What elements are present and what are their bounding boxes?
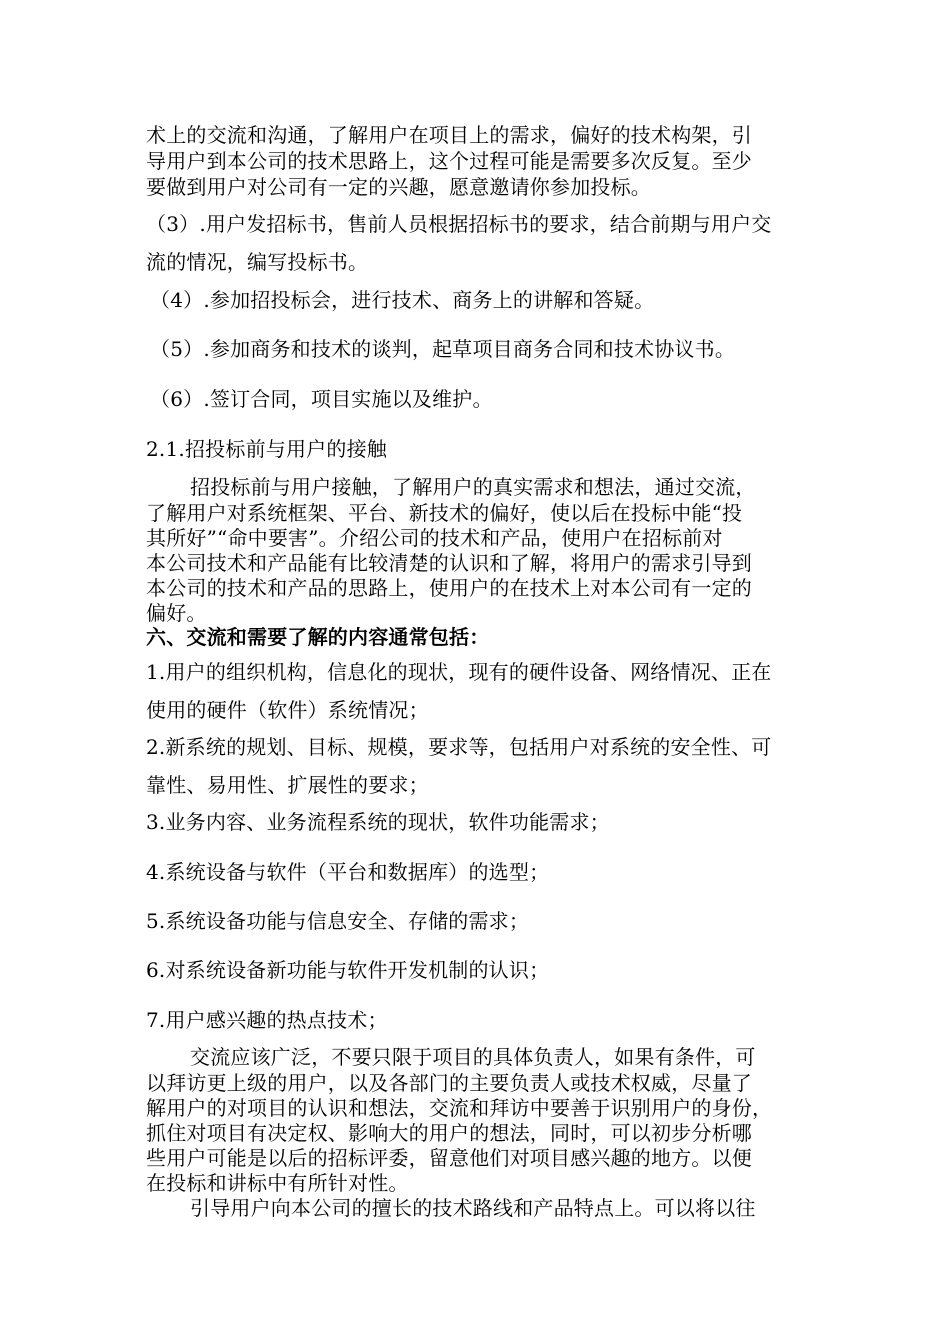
text-line: （5）.参加商务和技术的谈判，起草项目商务合同和技术协议书。 (150, 337, 736, 361)
section-heading: 六、交流和需要了解的内容通常包括： (146, 625, 490, 649)
text-line: 在投标和讲标中有所针对性。 (146, 1171, 409, 1195)
text-line: 其所好”“命中要害”。介绍公司的技术和产品，使用户在招标前对 (146, 526, 723, 550)
text-line: （3）.用户发招标书，售前人员根据招标书的要求，结合前期与用户交 (146, 212, 772, 236)
text-line: 导用户到本公司的技术思路上，这个过程可能是需要多次反复。至少 (146, 149, 752, 173)
text-line: 交流应该广泛，不要只限于项目的具体负责人，如果有条件，可 (190, 1045, 756, 1069)
text-line: 流的情况，编写投标书。 (146, 250, 369, 274)
text-line: 引导用户向本公司的擅长的技术路线和产品特点上。可以将以往 (190, 1196, 756, 1220)
text-line: 2.新系统的规划、目标、规模，要求等，包括用户对系统的安全性、可 (146, 735, 772, 759)
text-line: 靠性、易用性、扩展性的要求； (146, 773, 429, 797)
text-line: 抓住对项目有决定权、影响大的用户的想法，同时，可以初步分析哪 (146, 1121, 752, 1145)
text-line: 7.用户感兴趣的热点技术； (146, 1008, 388, 1032)
text-line: 要做到用户对公司有一定的兴趣，愿意邀请你参加投标。 (146, 175, 651, 199)
text-line: 偏好。 (146, 601, 207, 625)
text-line: 1.用户的组织机构，信息化的现状，现有的硬件设备、网络情况、正在 (146, 660, 772, 684)
text-line: 些用户可能是以后的招标评委，留意他们对项目感兴趣的地方。以便 (146, 1146, 752, 1170)
text-line: 招投标前与用户接触，了解用户的真实需求和想法，通过交流， (190, 475, 756, 499)
text-line: 解用户的对项目的认识和想法，交流和拜访中要善于识别用户的身份， (146, 1096, 773, 1120)
text-line: 2.1.招投标前与用户的接触 (146, 437, 387, 461)
text-line: 本公司的技术和产品的思路上，使用户的在技术上对本公司有一定的 (146, 576, 752, 600)
text-line: 本公司技术和产品能有比较清楚的认识和了解，将用户的需求引导到 (146, 551, 752, 575)
text-line: （4）.参加招投标会，进行技术、商务上的讲解和答疑。 (150, 288, 655, 312)
text-line: 了解用户对系统框架、平台、新技术的偏好，使以后在投标中能“投 (146, 501, 743, 525)
text-line: 3.业务内容、业务流程系统的现状，软件功能需求； (146, 810, 610, 834)
text-line: 术上的交流和沟通，了解用户在项目上的需求，偏好的技术构架，引 (146, 123, 752, 147)
text-line: 使用的硬件（软件）系统情况； (146, 698, 429, 722)
text-line: 以拜访更上级的用户，以及各部门的主要负责人或技术权威，尽量了 (146, 1071, 752, 1095)
text-line: （6）.签订合同，项目实施以及维护。 (150, 387, 493, 411)
text-line: 4.系统设备与软件（平台和数据库）的选型； (146, 860, 550, 884)
text-line: 5.系统设备功能与信息安全、存储的需求； (146, 909, 530, 933)
text-line: 6.对系统设备新功能与软件开发机制的认识； (146, 958, 550, 982)
